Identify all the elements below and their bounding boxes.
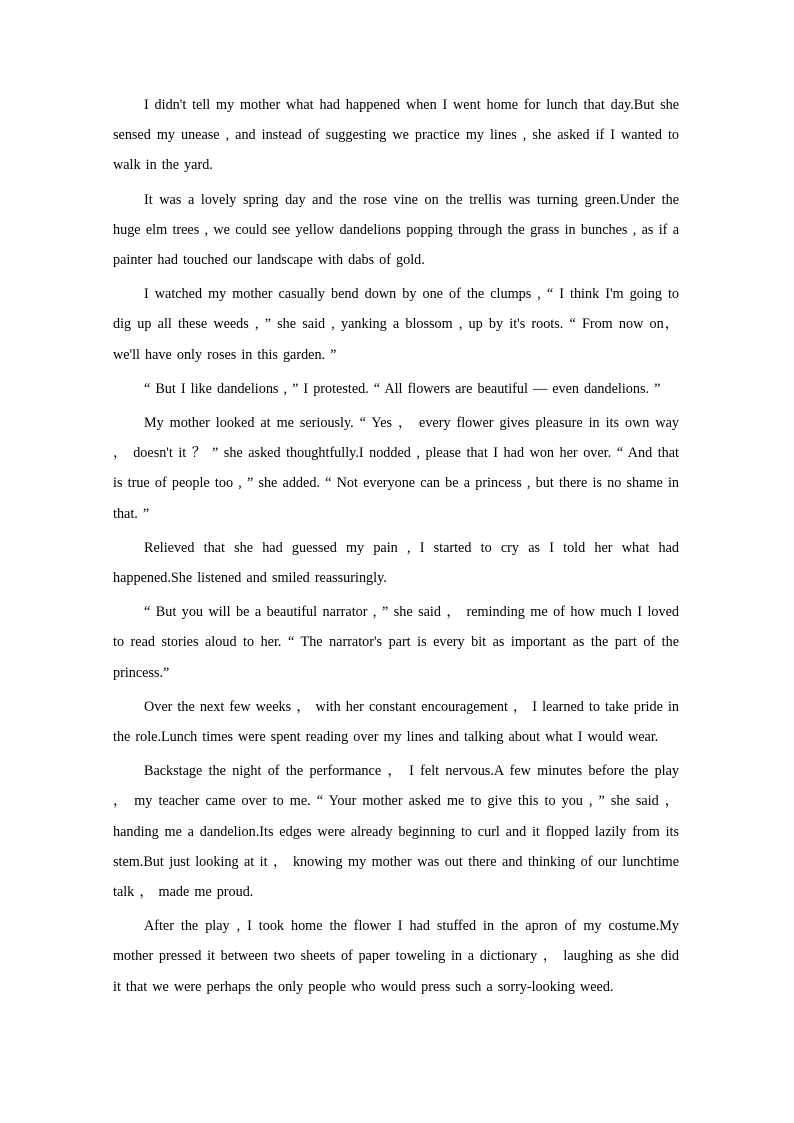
paragraph-4: “ But I like dandelions , ” I protested. “ All flowers are beautiful — even dandelions. ” [144,380,661,397]
paragraph-10: After the play , I took home the flower I had stuffed in the apron of my costume.My mother pressed it between two sheets of paper toweling in a dictionary ， laughing as she did it that we were perhaps the only people who would press such a sorry-looking weed. [113,918,679,995]
paragraph-2: It was a lovely spring day and the rose vine on the trellis was turning green.Under the huge elm trees , we could see yellow dandelions popping through the grass in bunches , as if a painter had touched our landscape with dabs of gold. [113,191,679,269]
paragraph-9: Backstage the night of the performance ， I felt nervous.A few minutes before the play ， my teacher came over to me. “ Your mother asked me to give this to you , ” she said ， handing me a dandelion.Its edges were already beginning to curl and it flopped lazily from its stem.But just looking at it ， knowing my mother was out there and thinking of our lunchtime talk ， made me proud. [113,763,679,901]
paragraph-6: Relieved that she had guessed my pain , I started to cry as I told her what had happened.She listened and smiled reassuringly. [113,539,679,587]
paragraph-7: “ But you will be a beautiful narrator , ” she said ， reminding me of how much I loved to read stories aloud to her. “ The narrator's part is every bit as important as the part of the princess.” [113,604,679,681]
paragraph-1: I didn't tell my mother what had happened when I went home for lunch that day.But she sensed my unease , and instead of suggesting we practice my lines , she asked if I wanted to walk in the yard. [113,97,679,174]
paragraph-8: Over the next few weeks ， with her constant encouragement ， I learned to take pride in the role.Lunch times were spent reading over my lines and talking about what I would wear. [113,698,679,746]
paragraph-3: I watched my mother casually bend down by one of the clumps , “ I think I'm going to dig up all these weeds , ” she said , yanking a blossom , up by it's roots. “ From now on， we'll have only roses in this garden. ” [113,286,679,363]
document-page [113,90,679,1006]
paragraph-5: My mother looked at me seriously. “ Yes ， every flower gives pleasure in its own way ， doesn't it ？ ” she asked thoughtfully.I nodded , please that I had won her over. “ And that is true of people too , ” she added. “ Not everyone can be a princess , but there is no shame in that. ” [113,415,679,522]
